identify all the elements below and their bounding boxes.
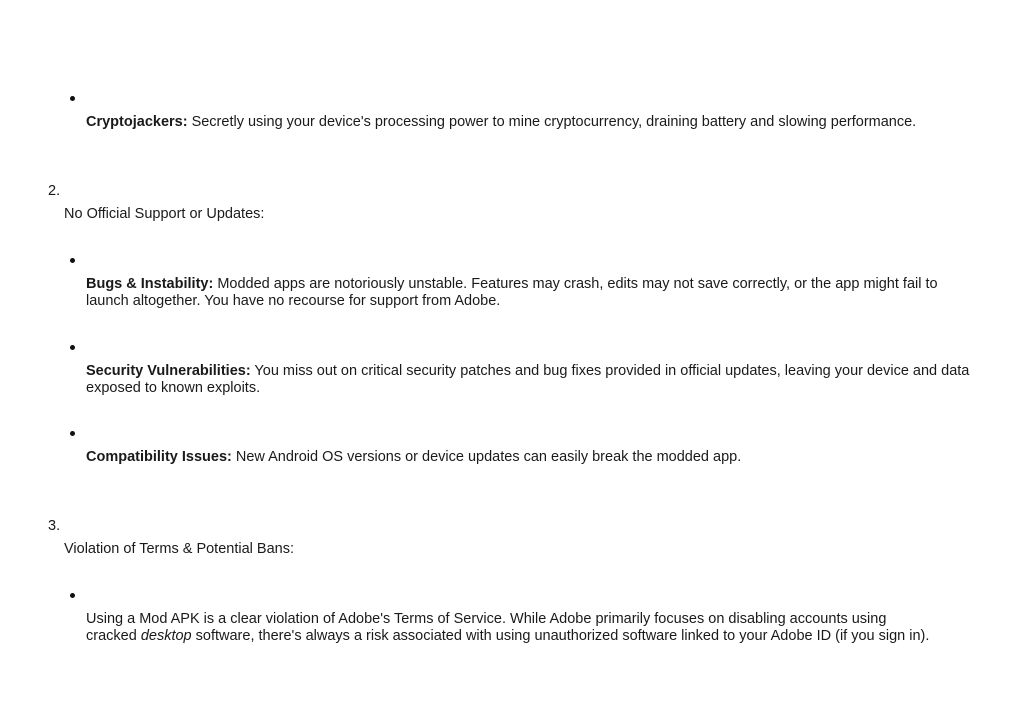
bullet-dot: [70, 96, 75, 101]
bullet-dot: [70, 345, 75, 350]
list-item-term: Compatibility Issues:: [86, 449, 232, 465]
list-item-description: New Android OS versions or device updates can easily break the modded app.: [231, 449, 742, 465]
section-heading: No Official Support or Updates:: [64, 206, 265, 222]
list-item-compatibility: [86, 449, 741, 466]
list-item-description: You miss out on critical security patches and bug fixes provided in official updates, leaving your device and data: [250, 363, 970, 379]
list-item-cryptojackers: [86, 114, 916, 131]
list-item-terms-violation: [86, 611, 929, 645]
bullet-dot: [70, 593, 75, 598]
list-item-description: Modded apps are notoriously unstable. Features may crash, edits may not save correctly, or the app might fail to: [213, 276, 938, 292]
list-number: 3.: [48, 518, 61, 534]
list-item-term: Security Vulnerabilities:: [86, 363, 251, 379]
list-item-description: Using a Mod APK is a clear violation of Adobe's Terms of Service. While Adobe primarily focuses on disabling accounts using: [86, 611, 887, 627]
list-number: 2.: [48, 183, 61, 199]
list-item-security: [86, 363, 969, 397]
list-item-bugs: [86, 276, 938, 310]
list-item-term: Cryptojackers:: [86, 114, 188, 130]
list-item-description: Secretly using your device's processing power to mine cryptocurrency, draining battery and slowing performance.: [187, 114, 917, 130]
bullet-dot: [70, 258, 75, 263]
list-item-description-cont: exposed to known exploits.: [86, 380, 261, 396]
bullet-dot: [70, 431, 75, 436]
section-heading: Violation of Terms & Potential Bans:: [64, 541, 294, 557]
emphasis-text: desktop: [140, 628, 192, 644]
list-item-description-cont: software, there's always a risk associated with using unauthorized software linked to your Adobe ID (if you sign in).: [191, 628, 930, 644]
list-item-term: Bugs & Instability:: [86, 276, 214, 292]
list-item-description-cont: launch altogether. You have no recourse for support from Adobe.: [86, 293, 501, 309]
list-item-description-cont: cracked: [86, 628, 141, 644]
